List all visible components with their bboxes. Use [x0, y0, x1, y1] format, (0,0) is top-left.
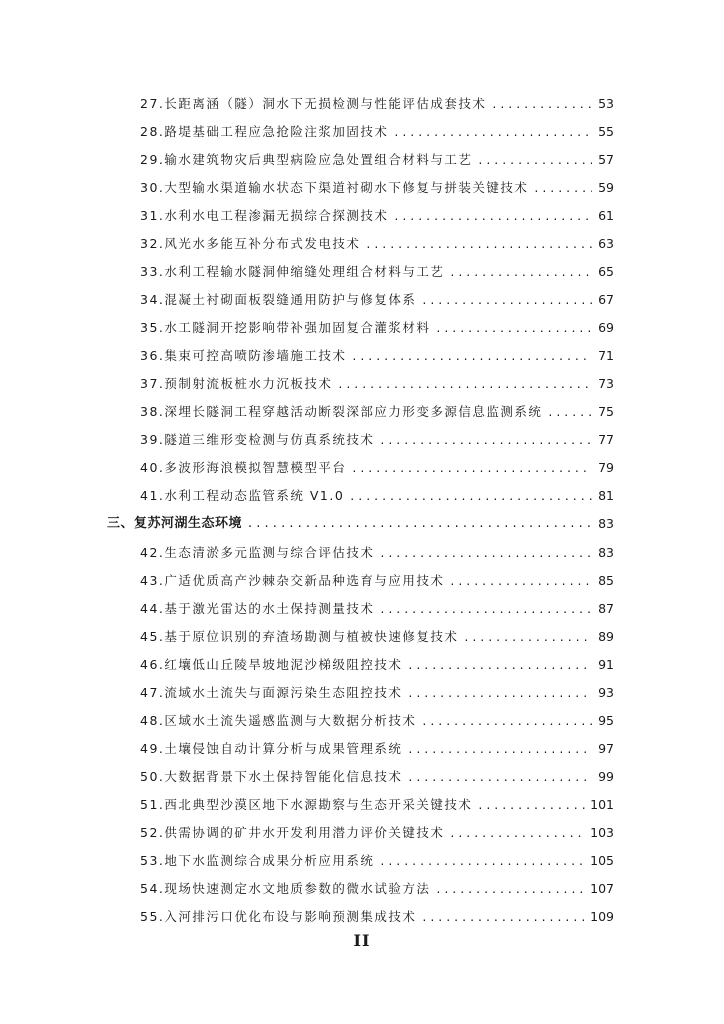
toc-entry[interactable] [140, 476, 614, 502]
toc-entry-page: 87 [598, 600, 614, 616]
toc-entry-page: 65 [598, 263, 614, 279]
toc-entry[interactable] [140, 364, 614, 390]
toc-entry[interactable] [140, 561, 614, 587]
dot-leader [464, 631, 592, 644]
dot-leader [478, 154, 592, 167]
dot-leader [352, 350, 592, 363]
dot-leader [350, 490, 592, 503]
dot-leader [548, 406, 592, 419]
toc-entry-page: 67 [598, 291, 614, 307]
toc-entry[interactable] [140, 869, 614, 895]
toc-entry[interactable] [140, 112, 614, 138]
toc-entry-title: 29.输水建筑物灾后典型病险应急处置组合材料与工艺 [140, 151, 473, 167]
toc-entry-page: 109 [590, 908, 614, 924]
toc-entry-page: 103 [590, 824, 614, 840]
toc-entry[interactable] [140, 420, 614, 446]
toc-entry-page: 77 [598, 431, 614, 447]
toc-entry-title: 49.土壤侵蚀自动计算分析与成果管理系统 [140, 740, 403, 756]
dot-leader [380, 603, 592, 616]
toc-entry-title: 45.基于原位识别的弃渣场勘测与植被快速修复技术 [140, 628, 459, 644]
toc-entry[interactable] [140, 785, 614, 811]
toc-entry-title: 52.供需协调的矿井水开发利用潜力评价关键技术 [140, 824, 445, 840]
toc-entry[interactable] [140, 252, 614, 278]
toc-entry-page: 101 [590, 796, 614, 812]
dot-leader [366, 238, 592, 251]
page-number: II [353, 931, 371, 950]
toc-entry-page: 53 [598, 95, 614, 111]
toc-entry[interactable] [140, 196, 614, 222]
dot-leader [338, 378, 592, 391]
toc-entry-page: 107 [590, 880, 614, 896]
dot-leader [408, 771, 592, 784]
toc-entry[interactable] [140, 897, 614, 923]
dot-leader [450, 827, 586, 840]
toc-entry[interactable] [140, 533, 614, 559]
toc-entry-page: 69 [598, 319, 614, 335]
toc-entry-title: 36.集束可控高喷防渗墙施工技术 [140, 347, 347, 363]
toc-entry-page: 81 [598, 487, 614, 503]
toc-entry-page: 61 [598, 207, 614, 223]
toc-entry[interactable] [140, 617, 614, 643]
toc-entry-page: 105 [590, 852, 614, 868]
toc-entry-title: 33.水利工程输水隧洞伸缩缝处理组合材料与工艺 [140, 263, 445, 279]
toc-entry-page: 83 [598, 544, 614, 560]
dot-leader [492, 98, 592, 111]
toc-entry[interactable] [140, 757, 614, 783]
toc-entry[interactable] [140, 336, 614, 362]
dot-leader [436, 322, 592, 335]
toc-entry-title: 42.生态清淤多元监测与综合评估技术 [140, 544, 375, 560]
toc-entry-title: 30.大型输水渠道输水状态下渠道衬砌水下修复与拼装关键技术 [140, 179, 529, 195]
toc-entry-page: 95 [598, 712, 614, 728]
toc-entry-title: 38.深埋长隧洞工程穿越活动断裂深部应力形变多源信息监测系统 [140, 403, 543, 419]
dot-leader [248, 517, 592, 530]
toc-entry-title: 47.流域水土流失与面源污染生态阻控技术 [140, 684, 403, 700]
toc-entry[interactable] [140, 392, 614, 418]
toc-entry[interactable] [140, 673, 614, 699]
dot-leader [422, 911, 586, 924]
toc-entry-page: 73 [598, 375, 614, 391]
toc-entry-page: 57 [598, 151, 614, 167]
toc-entry-page: 97 [598, 740, 614, 756]
dot-leader [380, 434, 592, 447]
section-page: 83 [598, 515, 614, 531]
toc-entry[interactable] [140, 308, 614, 334]
toc-entry-title: 40.多波形海浪模拟智慧模型平台 [140, 459, 347, 475]
toc-entry-title: 43.广适优质高产沙棘杂交新品种选育与应用技术 [140, 572, 445, 588]
toc-entry-page: 63 [598, 235, 614, 251]
dot-leader [380, 547, 592, 560]
toc-entry-page: 79 [598, 459, 614, 475]
dot-leader [408, 687, 592, 700]
dot-leader [408, 743, 592, 756]
toc-entry-title: 37.预制射流板桩水力沉板技术 [140, 375, 333, 391]
toc-entry-page: 89 [598, 628, 614, 644]
toc-entry[interactable] [140, 280, 614, 306]
dot-leader [478, 799, 586, 812]
toc-entry-title: 31.水利水电工程渗漏无损综合探测技术 [140, 207, 389, 223]
toc-entry[interactable] [140, 589, 614, 615]
toc-entry[interactable] [140, 841, 614, 867]
toc-entry-title: 44.基于激光雷达的水土保持测量技术 [140, 600, 375, 616]
toc-entry[interactable] [140, 224, 614, 250]
toc-entry-title: 51.西北典型沙漠区地下水源勘察与生态开采关键技术 [140, 796, 473, 812]
section-title: 三、复苏河湖生态环境 [107, 516, 243, 531]
dot-leader [394, 210, 592, 223]
dot-leader [380, 855, 586, 868]
toc-entry-title: 28.路堤基础工程应急抢险注浆加固技术 [140, 123, 389, 139]
dot-leader [422, 715, 592, 728]
toc-entry-title: 50.大数据背景下水土保持智能化信息技术 [140, 768, 403, 784]
toc-entry-title: 35.水工隧洞开挖影响带补强加固复合灌浆材料 [140, 319, 431, 335]
toc-entry[interactable] [140, 645, 614, 671]
toc-entry[interactable] [140, 448, 614, 474]
toc-entry-title: 46.红壤低山丘陵旱坡地泥沙梯级阻控技术 [140, 656, 403, 672]
dot-leader [422, 294, 592, 307]
dot-leader [450, 266, 592, 279]
toc-entry-page: 59 [598, 179, 614, 195]
toc-entry-title: 53.地下水监测综合成果分析应用系统 [140, 852, 375, 868]
dot-leader [408, 659, 592, 672]
toc-entry-title: 41.水利工程动态监管系统 V1.0 [140, 487, 345, 503]
toc-entry-page: 99 [598, 768, 614, 784]
toc-entry-page: 71 [598, 347, 614, 363]
toc-entry[interactable] [140, 701, 614, 727]
toc-entry-page: 91 [598, 656, 614, 672]
toc-entry-title: 27.长距离涵（隧）洞水下无损检测与性能评估成套技术 [140, 95, 487, 111]
toc-entry-page: 75 [598, 403, 614, 419]
toc-entry[interactable] [140, 729, 614, 755]
dot-leader [450, 575, 592, 588]
toc-entry[interactable] [140, 84, 614, 110]
toc-entry-title: 34.混凝土衬砌面板裂缝通用防护与修复体系 [140, 291, 417, 307]
toc-entry[interactable] [140, 140, 614, 166]
toc-entry-title: 48.区域水土流失遥感监测与大数据分析技术 [140, 712, 417, 728]
toc-entry-page: 93 [598, 684, 614, 700]
toc-entry-page: 85 [598, 572, 614, 588]
dot-leader [436, 883, 586, 896]
toc-entry-title: 32.风光水多能互补分布式发电技术 [140, 235, 361, 251]
toc-entry-title: 54.现场快速测定水文地质参数的微水试验方法 [140, 880, 431, 896]
toc-entry-title: 55.入河排污口优化布设与影响预测集成技术 [140, 908, 417, 924]
toc-section-heading[interactable] [107, 504, 614, 530]
toc-entry[interactable] [140, 168, 614, 194]
dot-leader [394, 126, 592, 139]
toc-entry-title: 39.隧道三维形变检测与仿真系统技术 [140, 431, 375, 447]
dot-leader [534, 182, 592, 195]
dot-leader [352, 462, 592, 475]
toc-entry[interactable] [140, 813, 614, 839]
toc-entry-page: 55 [598, 123, 614, 139]
